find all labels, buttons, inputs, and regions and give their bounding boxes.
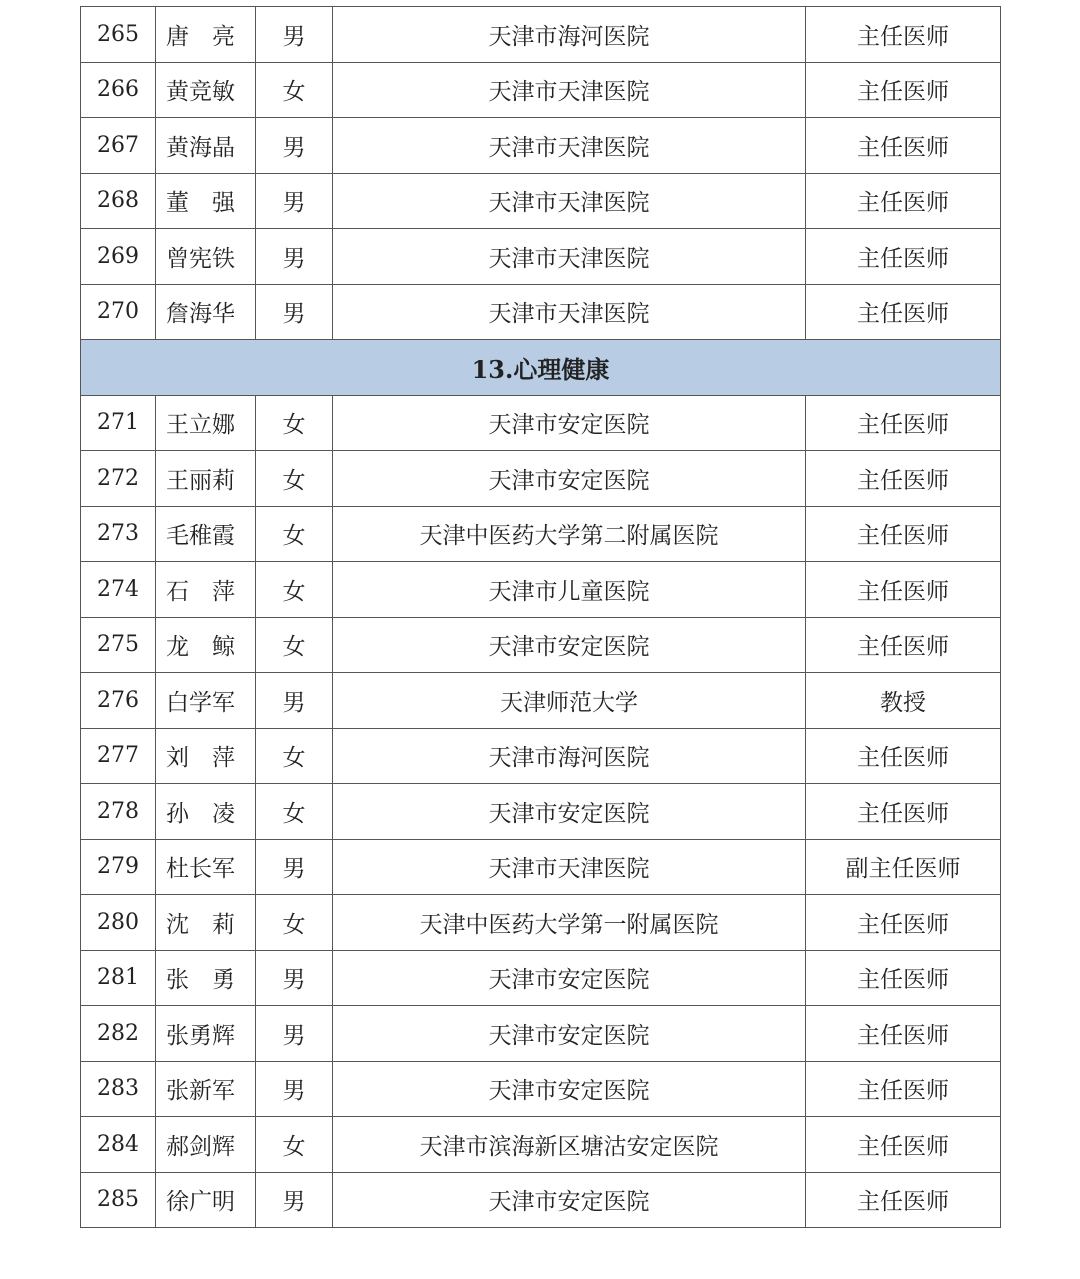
institution: 天津市天津医院 xyxy=(333,62,806,118)
job-title: 主任医师 xyxy=(806,62,1001,118)
job-title: 主任医师 xyxy=(806,118,1001,174)
gender: 男 xyxy=(256,118,333,174)
job-title: 主任医师 xyxy=(806,284,1001,340)
table-row xyxy=(81,617,1001,673)
institution: 天津市天津医院 xyxy=(333,173,806,229)
row-number: 283 xyxy=(81,1061,156,1117)
row-number: 274 xyxy=(81,562,156,618)
gender: 男 xyxy=(256,1061,333,1117)
job-title: 主任医师 xyxy=(806,1172,1001,1228)
table-row xyxy=(81,728,1001,784)
person-name: 刘 萍 xyxy=(156,728,256,784)
table-row xyxy=(81,1061,1001,1117)
institution: 天津市天津医院 xyxy=(333,839,806,895)
institution: 天津市天津医院 xyxy=(333,118,806,174)
institution: 天津中医药大学第二附属医院 xyxy=(333,506,806,562)
job-title: 主任医师 xyxy=(806,617,1001,673)
table-row xyxy=(81,562,1001,618)
person-name: 王丽莉 xyxy=(156,451,256,507)
table-row xyxy=(81,506,1001,562)
row-number: 279 xyxy=(81,839,156,895)
table-row xyxy=(81,173,1001,229)
row-number: 271 xyxy=(81,395,156,451)
table-row xyxy=(81,284,1001,340)
job-title: 主任医师 xyxy=(806,950,1001,1006)
person-name: 曾宪铁 xyxy=(156,229,256,285)
table-row xyxy=(81,62,1001,118)
gender: 男 xyxy=(256,229,333,285)
person-name: 张勇辉 xyxy=(156,1006,256,1062)
job-title: 主任医师 xyxy=(806,173,1001,229)
gender: 女 xyxy=(256,728,333,784)
table-row xyxy=(81,1117,1001,1173)
job-title: 主任医师 xyxy=(806,451,1001,507)
job-title: 主任医师 xyxy=(806,229,1001,285)
institution: 天津中医药大学第一附属医院 xyxy=(333,895,806,951)
institution: 天津市海河医院 xyxy=(333,7,806,63)
table-row xyxy=(81,451,1001,507)
table-row xyxy=(81,118,1001,174)
job-title: 主任医师 xyxy=(806,1117,1001,1173)
job-title: 主任医师 xyxy=(806,395,1001,451)
table-row xyxy=(81,1006,1001,1062)
institution: 天津市安定医院 xyxy=(333,451,806,507)
gender: 女 xyxy=(256,562,333,618)
row-number: 265 xyxy=(81,7,156,63)
row-number: 284 xyxy=(81,1117,156,1173)
institution: 天津市儿童医院 xyxy=(333,562,806,618)
table-row xyxy=(81,950,1001,1006)
job-title: 主任医师 xyxy=(806,1061,1001,1117)
person-name: 毛稚霞 xyxy=(156,506,256,562)
job-title: 主任医师 xyxy=(806,7,1001,63)
row-number: 268 xyxy=(81,173,156,229)
institution: 天津市安定医院 xyxy=(333,784,806,840)
row-number: 282 xyxy=(81,1006,156,1062)
row-number: 281 xyxy=(81,950,156,1006)
person-name: 郝剑辉 xyxy=(156,1117,256,1173)
gender: 女 xyxy=(256,784,333,840)
person-name: 黄海晶 xyxy=(156,118,256,174)
person-name: 詹海华 xyxy=(156,284,256,340)
person-name: 孙 凌 xyxy=(156,784,256,840)
institution: 天津市滨海新区塘沽安定医院 xyxy=(333,1117,806,1173)
gender: 女 xyxy=(256,617,333,673)
person-name: 董 强 xyxy=(156,173,256,229)
person-name: 张新军 xyxy=(156,1061,256,1117)
section-header-row xyxy=(81,340,1001,396)
table-row xyxy=(81,7,1001,63)
row-number: 280 xyxy=(81,895,156,951)
person-name: 龙 鲸 xyxy=(156,617,256,673)
gender: 男 xyxy=(256,284,333,340)
institution: 天津市海河医院 xyxy=(333,728,806,784)
row-number: 276 xyxy=(81,673,156,729)
institution: 天津市安定医院 xyxy=(333,1172,806,1228)
gender: 女 xyxy=(256,506,333,562)
row-number: 269 xyxy=(81,229,156,285)
institution: 天津市安定医院 xyxy=(333,1006,806,1062)
table-row xyxy=(81,895,1001,951)
job-title: 主任医师 xyxy=(806,506,1001,562)
job-title: 教授 xyxy=(806,673,1001,729)
gender: 男 xyxy=(256,673,333,729)
person-name: 黄竞敏 xyxy=(156,62,256,118)
section-title: 13.心理健康 xyxy=(81,340,1001,396)
job-title: 主任医师 xyxy=(806,728,1001,784)
person-name: 沈 莉 xyxy=(156,895,256,951)
person-name: 白学军 xyxy=(156,673,256,729)
gender: 男 xyxy=(256,173,333,229)
table-row xyxy=(81,839,1001,895)
gender: 女 xyxy=(256,395,333,451)
gender: 男 xyxy=(256,1172,333,1228)
row-number: 270 xyxy=(81,284,156,340)
job-title: 主任医师 xyxy=(806,562,1001,618)
gender: 男 xyxy=(256,839,333,895)
table-row xyxy=(81,1172,1001,1228)
gender: 男 xyxy=(256,1006,333,1062)
row-number: 266 xyxy=(81,62,156,118)
institution: 天津师范大学 xyxy=(333,673,806,729)
person-name: 徐广明 xyxy=(156,1172,256,1228)
person-name: 张 勇 xyxy=(156,950,256,1006)
row-number: 285 xyxy=(81,1172,156,1228)
gender: 女 xyxy=(256,451,333,507)
row-number: 267 xyxy=(81,118,156,174)
row-number: 272 xyxy=(81,451,156,507)
institution: 天津市安定医院 xyxy=(333,395,806,451)
gender: 女 xyxy=(256,895,333,951)
person-name: 唐 亮 xyxy=(156,7,256,63)
job-title: 主任医师 xyxy=(806,784,1001,840)
job-title: 主任医师 xyxy=(806,1006,1001,1062)
row-number: 277 xyxy=(81,728,156,784)
gender: 女 xyxy=(256,62,333,118)
institution: 天津市安定医院 xyxy=(333,950,806,1006)
row-number: 275 xyxy=(81,617,156,673)
institution: 天津市安定医院 xyxy=(333,617,806,673)
table-row xyxy=(81,395,1001,451)
row-number: 273 xyxy=(81,506,156,562)
person-name: 石 萍 xyxy=(156,562,256,618)
institution: 天津市天津医院 xyxy=(333,284,806,340)
table-row xyxy=(81,784,1001,840)
person-name: 王立娜 xyxy=(156,395,256,451)
table-row xyxy=(81,229,1001,285)
institution: 天津市天津医院 xyxy=(333,229,806,285)
institution: 天津市安定医院 xyxy=(333,1061,806,1117)
gender: 男 xyxy=(256,7,333,63)
gender: 女 xyxy=(256,1117,333,1173)
job-title: 副主任医师 xyxy=(806,839,1001,895)
row-number: 278 xyxy=(81,784,156,840)
person-name: 杜长军 xyxy=(156,839,256,895)
gender: 男 xyxy=(256,950,333,1006)
job-title: 主任医师 xyxy=(806,895,1001,951)
expert-list-table xyxy=(80,6,1001,1228)
table-row xyxy=(81,673,1001,729)
